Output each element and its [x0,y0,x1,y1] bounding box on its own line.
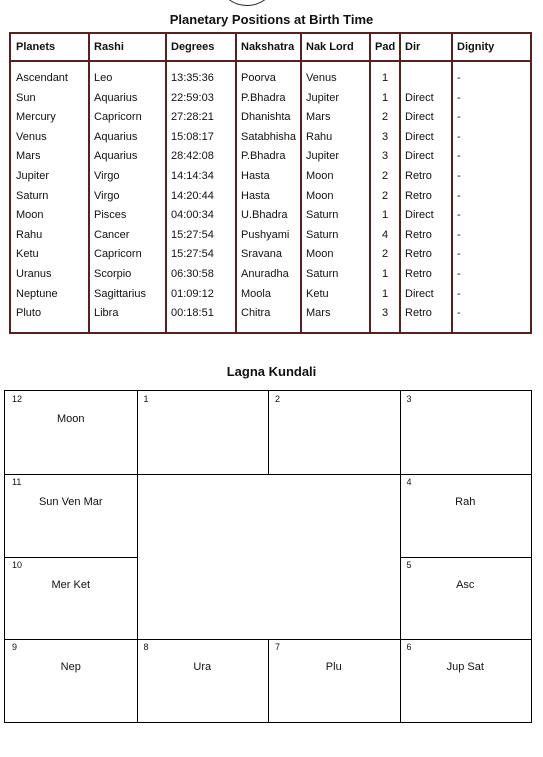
cell-nakshatra: Hasta [241,189,270,202]
cell-dir: Retro [405,307,432,320]
cell-dignity: - [457,248,461,261]
cell-dignity: - [457,189,461,202]
cell-dir: Direct [405,287,434,300]
kundali-title: Lagna Kundali [226,364,317,379]
house-6 [400,639,532,722]
cell-rashi: Pisces [94,209,127,222]
cell-dignity: - [457,307,461,320]
cell-nakshatra: Moola [241,287,271,300]
cell-nakshatra: P.Bhadra [241,91,286,104]
cell-dir: Retro [405,228,432,241]
house-2 [268,391,400,474]
cell-dir: Direct [405,91,434,104]
cell-planets: Moon [16,209,44,222]
house-occupants: Mer Ket [51,578,90,591]
cell-planets: Mars [16,150,41,163]
cell-planets: Ketu [16,248,39,261]
house-5 [400,557,532,640]
house-10 [5,557,137,640]
house-1 [137,391,269,474]
cell-nak-lord: Mars [306,111,331,124]
cell-nakshatra: Sravana [241,248,282,261]
cell-rashi: Libra [94,307,119,320]
grid-line [137,391,138,722]
cell-rashi: Capricorn [94,111,142,124]
cell-dignity: - [457,268,461,280]
header-dignity: Dignity [457,41,495,53]
cell-nak-lord: Ketu [306,287,329,300]
cell-pad: 1 [381,287,389,300]
cell-pad: 4 [381,228,389,241]
cell-nak-lord: Moon [306,189,334,202]
house-occupants: Asc [456,578,475,591]
cell-degrees: 22:59:03 [171,91,214,104]
house-12 [5,391,137,474]
cell-planets: Rahu [16,228,43,241]
cell-dignity: - [457,91,461,104]
house-4 [400,474,532,557]
cell-dignity: - [457,72,461,84]
grid-line [268,639,269,722]
grid-line [5,474,531,475]
cell-nakshatra: P.Bhadra [241,150,286,163]
cell-degrees: 28:42:08 [171,150,214,163]
house-7 [268,639,400,722]
cell-nakshatra: Dhanishta [241,111,291,124]
header-dir: Dir [405,41,421,53]
cell-degrees: 06:30:58 [171,268,214,280]
cell-dignity: - [457,150,461,163]
grid-line [400,557,532,558]
cell-nakshatra: U.Bhadra [241,209,288,222]
cell-planets: Pluto [16,307,42,320]
cell-degrees: 13:35:36 [171,72,214,84]
cell-dir: Retro [405,170,432,182]
cell-dir: Direct [405,111,434,124]
cell-rashi: Cancer [94,228,130,241]
cell-pad: 1 [381,91,389,104]
cell-dir: Direct [405,209,434,222]
cell-planets: Mercury [16,111,56,124]
cell-dignity: - [457,170,461,182]
cell-dir: Direct [405,130,434,143]
cell-pad: 3 [381,150,389,163]
cell-planets: Jupiter [16,170,50,182]
cell-dignity: - [457,111,461,124]
house-number: 7 [275,642,281,653]
cell-rashi: Leo [94,72,113,84]
column-divider [300,34,302,332]
cell-planets: Sun [16,91,36,104]
cell-nak-lord: Moon [306,170,334,182]
house-number: 8 [143,642,149,653]
house-occupants: Moon [56,413,85,425]
cell-planets: Saturn [16,189,49,202]
column-divider [88,34,90,332]
cell-nak-lord: Moon [306,248,334,261]
house-11 [5,474,137,557]
house-number: 6 [406,642,412,653]
cell-rashi: Aquarius [94,91,138,104]
cell-degrees: 04:00:34 [171,209,214,222]
cell-rashi: Virgo [94,170,120,182]
cell-pad: 2 [381,111,389,124]
cell-pad: 3 [381,130,389,143]
planetary-positions-table [9,32,532,334]
cell-nak-lord: Saturn [306,209,339,222]
header-nakshatra: Nakshatra [241,41,295,53]
cell-planets: Venus [16,130,47,143]
house-number: 11 [12,476,22,487]
house-occupants: Jup Sat [446,661,484,674]
cell-nakshatra: Hasta [241,170,270,182]
house-number: 4 [406,476,412,487]
column-divider [451,34,453,332]
cell-degrees: 14:14:34 [171,170,214,182]
house-number: 1 [143,394,149,404]
header-planets: Planets [16,41,56,53]
header-rashi: Rashi [94,41,124,53]
cell-degrees: 15:08:17 [171,130,214,143]
house-number: 12 [12,394,23,404]
house-occupants: Nep [60,661,81,674]
cell-nak-lord: Jupiter [306,91,340,104]
house-number: 9 [12,642,18,653]
column-divider [165,34,167,332]
cell-nakshatra: Satabhisha [241,130,297,143]
cell-pad: 1 [381,268,389,280]
top-circle-decoration [222,0,272,6]
cell-nakshatra: Anuradha [241,268,289,280]
grid-line [268,391,269,474]
cell-dignity: - [457,130,461,143]
house-number: 2 [275,394,281,404]
cell-rashi: Aquarius [94,150,138,163]
cell-nak-lord: Venus [306,72,337,84]
header-pad: Pad [375,41,396,53]
cell-degrees: 15:27:54 [171,248,214,261]
cell-pad: 3 [381,307,389,320]
positions-title: Planetary Positions at Birth Time [169,12,374,27]
cell-dir: Retro [405,189,432,202]
cell-rashi: Virgo [94,189,120,202]
house-8 [137,639,269,722]
cell-dir: Direct [405,150,434,163]
cell-pad: 2 [381,248,389,261]
grid-line [5,557,137,558]
header-degrees: Degrees [171,41,215,53]
cell-planets: Ascendant [16,72,68,84]
cell-nakshatra: Chitra [241,307,271,320]
house-number: 10 [12,559,23,570]
lagna-kundali-chart [4,390,532,723]
cell-nak-lord: Saturn [306,268,339,280]
cell-rashi: Sagittarius [94,287,146,300]
cell-planets: Uranus [16,268,52,280]
header-nak-lord: Nak Lord [306,41,354,53]
column-divider [235,34,237,332]
cell-planets: Neptune [16,287,58,300]
cell-dignity: - [457,287,461,300]
cell-nak-lord: Jupiter [306,150,340,163]
house-occupants: Rah [455,495,476,508]
cell-degrees: 01:09:12 [171,287,214,300]
cell-dignity: - [457,228,461,241]
house-9 [5,639,137,722]
house-occupants: Plu [325,661,342,674]
house-number: 5 [406,559,412,570]
house-number: 3 [406,394,412,404]
cell-nak-lord: Mars [306,307,331,320]
cell-pad: 2 [381,189,389,202]
cell-nakshatra: Pushyami [241,228,290,241]
cell-nak-lord: Saturn [306,228,339,241]
grid-line [400,391,401,722]
cell-degrees: 15:27:54 [171,228,214,241]
cell-rashi: Scorpio [94,268,132,280]
cell-degrees: 00:18:51 [171,307,214,320]
cell-pad: 1 [381,72,389,84]
cell-degrees: 14:20:44 [171,189,214,202]
house-occupants: Sun Ven Mar [38,495,103,508]
cell-degrees: 27:28:21 [171,111,214,124]
cell-rashi: Capricorn [94,248,142,261]
cell-pad: 1 [381,209,389,222]
cell-nak-lord: Rahu [306,130,333,143]
cell-dir: Retro [405,248,432,261]
cell-nakshatra: Poorva [241,72,276,84]
house-3 [400,391,532,474]
cell-dir: Retro [405,268,432,280]
cell-pad: 2 [381,170,389,182]
cell-dignity: - [457,209,461,222]
house-occupants: Ura [193,661,212,674]
cell-rashi: Aquarius [94,130,138,143]
